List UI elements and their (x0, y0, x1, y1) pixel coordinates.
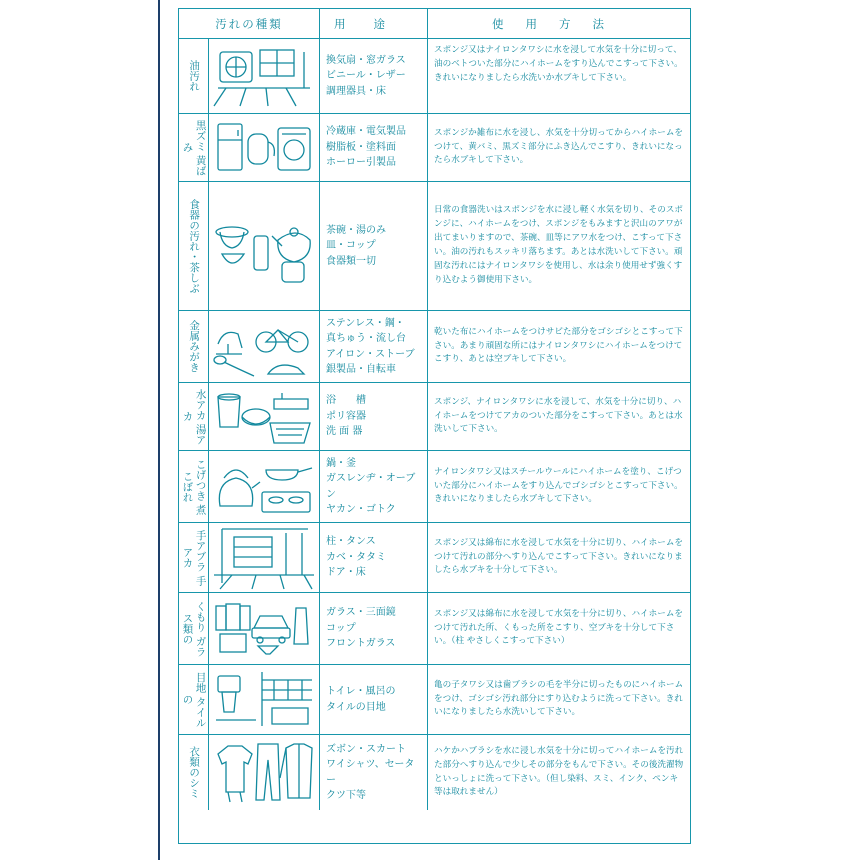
method-text: スポンジ又は綿布に水を浸して水気を十分に切り、ハイホームをつけて汚れた所、くもった所をこすり、空ブキを十分して下さい。（柱 やさしくこすって下さい） (428, 593, 690, 665)
stain-type-label: 油汚れ (179, 39, 209, 114)
method-text: 日常の食器洗いはスポンジを水に浸し軽く水気を切り、そのスポンジに、ハイホームをつけ、スポンジをもみますと沢山のアワが出てまいりますので、茶碗、皿等にアワ水をつけ、こすって下さい。油の汚れもスッキリ落ちます。あとは水洗いして下さい。頑固な汚れにはナイロンタワシを使用し、水は余り使用せず強くすり込むよう御使用下さい。 (428, 182, 690, 311)
method-text: 亀の子タワシ又は歯ブラシの毛を半分に切ったものにハイホームをつけ、ゴシゴシ汚れ部分にすり込むように洗って下さい。きれいになりましたら水洗いして下さい。 (428, 665, 690, 735)
header-stain-type: 汚れの種類 (179, 9, 320, 39)
cabinet-door-floor-icon (209, 523, 320, 593)
method-text: ナイロンタワシ又はスチールウールにハイホームを塗り、こげついた部分にハイホームをすり込んでゴシゴシとこすって下さい。きれいになりましたら水ブキして下さい。 (428, 451, 690, 523)
use-list: 柱・タンス カベ・タタミ ドア・床 (320, 523, 428, 593)
kettle-pan-stove-icon (209, 451, 320, 523)
teapot-cups-icon (209, 182, 320, 311)
method-text: 乾いた布にハイホームをつけサビた部分をゴシゴシとこすって下さい。あまり頑固な所にはナイロンタワシにハイホームをつけてこすり、あとは空ブキして下さい。 (428, 311, 690, 383)
stain-type-label: 衣類のシミ (179, 735, 209, 810)
method-text: スポンジか雑布に水を浸し、水気を十分切ってからハイホームをつけて、黄バミ、黒ズミ部分にふき込んでこすり、きれいになったら水ブキして下さい。 (428, 114, 690, 182)
header-use: 用途 (320, 9, 428, 39)
page-edge-line (158, 0, 160, 860)
method-text: スポンジ、ナイロンタワシに水を浸して、水気を十分に切り、ハイホームをつけてアカのついた部分をこすって下さい。あとは水洗いして下さい。 (428, 383, 690, 451)
bathtub-basin-icon (209, 383, 320, 451)
toilet-tile-icon (209, 665, 320, 735)
stain-type-label: 黒ズミ 黄ばみ (179, 114, 209, 182)
use-list: 茶碗・湯のみ 皿・コップ 食器類一切 (320, 182, 428, 311)
use-list: 鍋・釜 ガスレンヂ・オーブン ヤカン・ゴトク (320, 451, 428, 523)
use-list: ガラス・三面鏡 コップ フロントガラス (320, 593, 428, 665)
stain-type-label: 水アカ 湯アカ (179, 383, 209, 451)
method-text: スポンジ又は綿布に水を浸して水気を十分に切り、ハイホームをつけて汚れの部分へすり込んでこすって下さい。きれいになりましたら水ブキを十分して下さい。 (428, 523, 690, 593)
header-method: 使用方法 (428, 9, 690, 39)
use-list: 冷蔵庫・電気製品 樹脂板・塗料面 ホーロー引製品 (320, 114, 428, 182)
stain-type-label: 食器の汚れ・茶しぶ (179, 182, 209, 311)
faucet-bicycle-iron-icon (209, 311, 320, 383)
use-list: トイレ・風呂の タイルの目地 (320, 665, 428, 735)
stain-type-label: くもり ガラス類の (179, 593, 209, 665)
refrigerator-appliances-icon (209, 114, 320, 182)
stain-type-label: 金属みがき (179, 311, 209, 383)
use-list: ステンレス・鋼・ 真ちゅう・流し台 アイロン・ストーブ 銀製品・自転車 (320, 311, 428, 383)
method-text: ハケかハブラシを水に浸し水気を十分に切ってハイホームを汚れた部分へすり込んで少しその部分をもんで下さい。その後洗濯物といっしょに洗って下さい。（但し染料、スミ、インク、ペンキ等は取れません） (434, 745, 684, 798)
mirror-car-glassware-icon (209, 593, 320, 665)
method-text: スポンジ又はナイロンタワシに水を浸して水気を十分に切って、油のベトついた部分にハイホームをすり込んでこすって下さい。きれいになりましたら水洗いか水ブキして下さい。 (428, 39, 690, 114)
use-list: 換気扇・窓ガラス ビニール・レザー 調理器具・床 (320, 39, 428, 114)
use-list: ズボン・スカート ワイシャツ、セーター クツ下等 (320, 735, 428, 810)
usage-table (178, 8, 691, 844)
use-list: 浴 槽 ポリ容器 洗 面 器 (320, 383, 428, 451)
range-hood-window-kitchen-icon (209, 39, 320, 114)
clothing-sweater-pants-icon (209, 735, 320, 810)
stain-type-label: こげつき 煮こぼれ (179, 451, 209, 523)
stain-type-label: 目地 タイルの (179, 665, 209, 735)
stain-type-label: 手アブラ 手アカ (179, 523, 209, 593)
